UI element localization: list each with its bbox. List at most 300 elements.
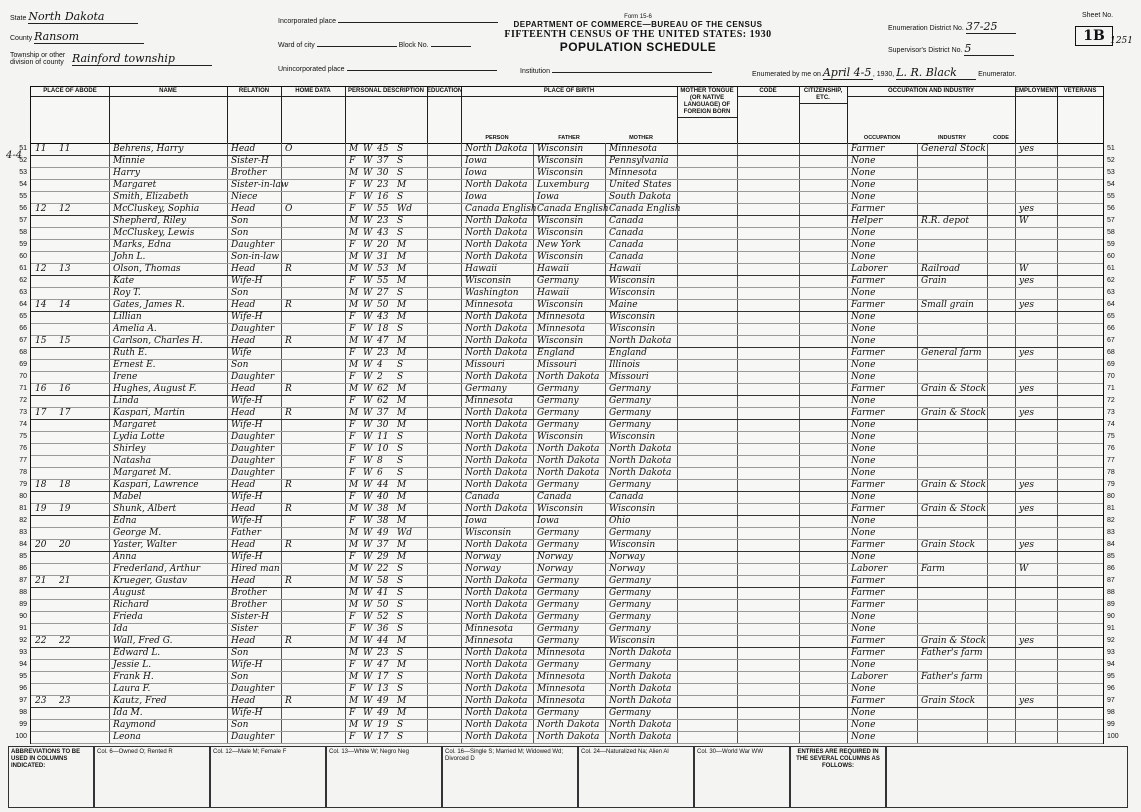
cell-fam (57, 395, 81, 407)
line-number-right: 58 (1107, 229, 1115, 236)
cell-sex: M (349, 648, 359, 658)
cell-rel: Wife (231, 348, 252, 358)
cell-fbp: Wisconsin (537, 168, 584, 178)
cell-own (283, 311, 299, 323)
cell-ind (919, 431, 987, 443)
cell-race: W (363, 660, 373, 670)
cell-name: Anna (113, 552, 137, 562)
col-employment: EMPLOYMENT (1015, 87, 1058, 143)
cell-fbp: England (537, 348, 575, 358)
cell-ind (919, 491, 987, 503)
cell-age: 17 (377, 732, 389, 742)
cell-fam (57, 251, 81, 263)
cell-occ: Farmer (851, 300, 885, 310)
cell-bp: Hawaii (465, 264, 498, 274)
cell-sex: F (349, 660, 356, 670)
cell-name: Lillian (113, 312, 142, 322)
cell-sex: F (349, 552, 356, 562)
cell-sex: M (349, 504, 359, 514)
cell-bp: Germany (465, 384, 507, 394)
cell-occ: None (851, 528, 876, 538)
cell-sex: M (349, 576, 359, 586)
line-number-right: 93 (1107, 649, 1115, 656)
cell-ind (919, 467, 987, 479)
cell-own (283, 215, 299, 227)
cell-ind (919, 191, 987, 203)
ed-field (888, 20, 1016, 34)
census-title-block (448, 14, 828, 54)
cell-fam (57, 215, 81, 227)
county-value: Ransom (34, 30, 144, 44)
line-number-right: 62 (1107, 277, 1115, 284)
cell-mar: M (397, 408, 407, 418)
line-number-right: 66 (1107, 325, 1115, 332)
cell-race: W (363, 672, 373, 682)
cell-dw (33, 623, 57, 635)
col-veterans: VETERANS (1057, 87, 1103, 143)
cell-age: 38 (377, 504, 389, 514)
line-number: 52 (19, 157, 27, 164)
line-number: 81 (19, 505, 27, 512)
line-number-right: 94 (1107, 661, 1115, 668)
cell-age: 19 (377, 720, 389, 730)
column-headers (31, 87, 1103, 144)
cell-race: W (363, 192, 373, 202)
cell-race: W (363, 336, 373, 346)
cell-age: 55 (377, 204, 389, 214)
population-table (15, 86, 1119, 744)
cell-emp (1017, 623, 1057, 635)
cell-name: Carlson, Charles H. (113, 336, 203, 346)
cell-fbp: North Dakota (537, 372, 600, 382)
line-number: 89 (19, 601, 27, 608)
cell-mbp: Norway (609, 552, 645, 562)
cell-age: 30 (377, 420, 389, 430)
cell-sex: F (349, 396, 356, 406)
cell-fam (57, 443, 81, 455)
cell-sex: F (349, 684, 356, 694)
cell-race: W (363, 696, 373, 706)
cell-sex: F (349, 372, 356, 382)
cell-emp (1017, 587, 1057, 599)
note-box-1 (94, 746, 210, 808)
cell-own (283, 167, 299, 179)
cell-fbp: Germany (537, 540, 579, 550)
note-box-6 (694, 746, 790, 808)
cell-dw (33, 671, 57, 683)
cell-own (283, 515, 299, 527)
cell-own (283, 683, 299, 695)
cell-name: John L. (113, 252, 146, 262)
line-number: 93 (19, 649, 27, 656)
line-number-right: 67 (1107, 337, 1115, 344)
cell-rel: Head (231, 576, 256, 586)
cell-occ: Farmer (851, 384, 885, 394)
enumerator-name: L. R. Black (896, 66, 976, 80)
cell-mar: M (397, 300, 407, 310)
cell-bp: Canada English (465, 204, 537, 214)
note-box-2 (210, 746, 326, 808)
cell-ind: Grain & Stock (921, 636, 986, 646)
cell-race: W (363, 492, 373, 502)
cell-fam: 16 (59, 384, 71, 394)
line-number-right: 71 (1107, 385, 1115, 392)
cell-age: 22 (377, 564, 389, 574)
line-number-right: 96 (1107, 685, 1115, 692)
cell-own (283, 587, 299, 599)
cell-race: W (363, 540, 373, 550)
sd-value: 5 (964, 42, 1014, 56)
cell-bp: North Dakota (465, 432, 528, 442)
cell-mar: M (397, 636, 407, 646)
cell-emp (1017, 227, 1057, 239)
cell-rel: Daughter (231, 240, 275, 250)
cell-bp: North Dakota (465, 324, 528, 334)
cell-emp: yes (1019, 300, 1035, 310)
cell-name: Kaspari, Martin (113, 408, 185, 418)
cell-ind: R.R. depot (921, 216, 970, 226)
cell-rel: Head (231, 336, 256, 346)
cell-dw (33, 647, 57, 659)
cell-ind (919, 335, 987, 347)
cell-own (283, 287, 299, 299)
abbrev-box (8, 746, 94, 808)
cell-emp: yes (1019, 204, 1035, 214)
cell-occ: None (851, 444, 876, 454)
cell-mbp: Germany (609, 528, 651, 538)
cell-occ: Farmer (851, 144, 885, 154)
cell-bp: Wisconsin (465, 528, 512, 538)
cell-mbp: North Dakota (609, 468, 672, 478)
cell-dw (33, 587, 57, 599)
col-education: EDUCATION (427, 87, 462, 143)
cell-sex: M (349, 264, 359, 274)
cell-occ: Farmer (851, 204, 885, 214)
cell-fam (57, 683, 81, 695)
cell-ind (919, 683, 987, 695)
cell-age: 37 (377, 156, 389, 166)
cell-mbp: Maine (609, 300, 638, 310)
cell-fam (57, 359, 81, 371)
cell-ind (919, 227, 987, 239)
cell-dw (33, 527, 57, 539)
cell-mar: S (397, 684, 404, 694)
line-number: 76 (19, 445, 27, 452)
cell-race: W (363, 456, 373, 466)
cell-mar: S (397, 600, 404, 610)
cell-name: Gates, James R. (113, 300, 185, 310)
cell-fbp: Minnesota (537, 312, 586, 322)
cell-mar: S (397, 720, 404, 730)
cell-own (283, 563, 299, 575)
cell-dw (33, 659, 57, 671)
cell-dw (33, 323, 57, 335)
cell-rel: Wife-H (231, 516, 263, 526)
township-value: Rainford township (72, 52, 212, 66)
cell-own: R (285, 336, 292, 346)
cell-fbp: North Dakota (537, 456, 600, 466)
cell-rel: Sister-in-law (231, 180, 289, 190)
cell-dw (33, 491, 57, 503)
cell-sex: M (349, 144, 359, 154)
line-number: 70 (19, 373, 27, 380)
cell-age: 45 (377, 144, 389, 154)
cell-bp: North Dakota (465, 468, 528, 478)
cell-mar: S (397, 432, 404, 442)
cell-name: Yaster, Walter (113, 540, 177, 550)
cell-name: Lydia Lotte (113, 432, 165, 442)
line-number: 77 (19, 457, 27, 464)
cell-dw (33, 611, 57, 623)
line-number-right: 87 (1107, 577, 1115, 584)
cell-bp: North Dakota (465, 708, 528, 718)
cell-mbp: Germany (609, 588, 651, 598)
cell-mar: S (397, 612, 404, 622)
cell-own (283, 395, 299, 407)
line-number-right: 68 (1107, 349, 1115, 356)
cell-race: W (363, 444, 373, 454)
cell-emp (1017, 155, 1057, 167)
state-value: North Dakota (28, 10, 138, 24)
entries-box (790, 746, 886, 808)
occupation-header: OCCUPATION (863, 135, 901, 141)
cell-emp (1017, 527, 1057, 539)
cell-sex: F (349, 732, 356, 742)
cell-sex: F (349, 204, 356, 214)
enumerator-label: Enumerator. (978, 71, 1017, 78)
col-relation: RELATION (227, 87, 282, 143)
birth-person-header: PERSON (485, 135, 509, 141)
cell-emp: yes (1019, 144, 1035, 154)
cell-age: 38 (377, 516, 389, 526)
cell-own (283, 239, 299, 251)
cell-occ: None (851, 456, 876, 466)
cell-rel: Daughter (231, 456, 275, 466)
cell-fam (57, 515, 81, 527)
cell-mbp: Canada (609, 252, 644, 262)
cell-mar: S (397, 468, 404, 478)
cell-occ: None (851, 492, 876, 502)
cell-emp (1017, 515, 1057, 527)
cell-dw (33, 275, 57, 287)
cell-emp: yes (1019, 276, 1035, 286)
enumerated-field: Enumerated by me on April 4-5 , 1930, L. R. Black Enumerator. (752, 66, 1017, 79)
cell-name: Hughes, August F. (113, 384, 197, 394)
cell-race: W (363, 360, 373, 370)
sheet-number: 1B (1075, 26, 1113, 46)
cell-fam: 13 (59, 264, 71, 274)
cell-bp: North Dakota (465, 372, 528, 382)
line-number: 95 (19, 673, 27, 680)
cell-mbp: Germany (609, 600, 651, 610)
cell-emp (1017, 167, 1057, 179)
cell-race: W (363, 144, 373, 154)
cell-mar: S (397, 588, 404, 598)
cell-emp (1017, 323, 1057, 335)
cell-dw: 15 (35, 336, 47, 346)
line-number: 56 (19, 205, 27, 212)
cell-fam: 20 (59, 540, 71, 550)
cell-rel: Son (231, 720, 249, 730)
footer-note: Col. 24—Naturalized Na; Alien Al (581, 749, 669, 755)
cell-occ: None (851, 240, 876, 250)
cell-emp (1017, 335, 1057, 347)
cell-occ: None (851, 312, 876, 322)
cell-rel: Sister-H (231, 156, 269, 166)
cell-ind (919, 455, 987, 467)
cell-fbp: Germany (537, 600, 579, 610)
cell-fbp: Germany (537, 384, 579, 394)
cell-age: 13 (377, 684, 389, 694)
cell-sex: M (349, 228, 359, 238)
cell-sex: M (349, 300, 359, 310)
cell-own (283, 611, 299, 623)
enumerated-label: Enumerated by me on (752, 71, 821, 78)
cell-dw: 17 (35, 408, 47, 418)
cell-mar: S (397, 228, 404, 238)
cell-mar: S (397, 672, 404, 682)
cell-fbp: Hawaii (537, 264, 570, 274)
cell-own (283, 443, 299, 455)
cell-name: August (113, 588, 146, 598)
cell-rel: Head (231, 204, 256, 214)
cell-race: W (363, 480, 373, 490)
cell-dw (33, 287, 57, 299)
stamp-number: 1251 (1110, 36, 1133, 46)
cell-sex: F (349, 444, 356, 454)
cell-mar: S (397, 168, 404, 178)
cell-dw (33, 419, 57, 431)
cell-own (283, 431, 299, 443)
cell-fam (57, 707, 81, 719)
cell-rel: Head (231, 144, 256, 154)
line-number: 85 (19, 553, 27, 560)
cell-dw (33, 551, 57, 563)
cell-sex: F (349, 708, 356, 718)
cell-sex: F (349, 312, 356, 322)
cell-fbp: Canada English (537, 204, 609, 214)
cell-sex: F (349, 156, 356, 166)
cell-fam (57, 227, 81, 239)
line-number-right: 63 (1107, 289, 1115, 296)
cell-name: Margaret (113, 180, 157, 190)
cell-rel: Head (231, 264, 256, 274)
cell-mar: M (397, 552, 407, 562)
cell-emp: yes (1019, 408, 1035, 418)
cell-fbp: North Dakota (537, 468, 600, 478)
cell-mbp: Hawaii (609, 264, 642, 274)
cell-fbp: Germany (537, 612, 579, 622)
cell-ind: Father's farm (921, 648, 983, 658)
industry-header: INDUSTRY (938, 135, 966, 141)
cell-rel: Daughter (231, 684, 275, 694)
cell-sex: F (349, 492, 356, 502)
note-box-4 (442, 746, 578, 808)
cell-rel: Wife-H (231, 312, 263, 322)
cell-race: W (363, 576, 373, 586)
line-number: 63 (19, 289, 27, 296)
cell-occ: None (851, 372, 876, 382)
line-number-right: 77 (1107, 457, 1115, 464)
cell-own: R (285, 504, 292, 514)
cell-occ: Farmer (851, 408, 885, 418)
line-number-right: 82 (1107, 517, 1115, 524)
cell-fam: 15 (59, 336, 71, 346)
footer-note: Col. 12—Male M; Female F (213, 749, 287, 755)
cell-occ: Farmer (851, 276, 885, 286)
sd-field (888, 42, 1014, 56)
cell-occ: Farmer (851, 540, 885, 550)
cell-fam (57, 275, 81, 287)
cell-fam (57, 647, 81, 659)
cell-fam: 21 (59, 576, 71, 586)
cell-occ: None (851, 684, 876, 694)
cell-emp (1017, 251, 1057, 263)
cell-mbp: Wisconsin (609, 504, 656, 514)
cell-race: W (363, 624, 373, 634)
cell-own: O (285, 204, 293, 214)
cell-name: Frederland, Arthur (113, 564, 201, 574)
cell-sex: F (349, 324, 356, 334)
line-number-right: 100 (1107, 733, 1119, 740)
cell-mbp: North Dakota (609, 732, 672, 742)
cell-mar: Wd (397, 528, 413, 538)
cell-emp (1017, 683, 1057, 695)
cell-age: 37 (377, 408, 389, 418)
cell-mar: M (397, 312, 407, 322)
cell-race: W (363, 708, 373, 718)
cell-fbp: Germany (537, 636, 579, 646)
cell-rel: Wife-H (231, 420, 263, 430)
cell-fam (57, 599, 81, 611)
cell-mbp: Missouri (609, 372, 649, 382)
cell-fbp: North Dakota (537, 444, 600, 454)
line-number-right: 81 (1107, 505, 1115, 512)
cell-name: Frank H. (113, 672, 154, 682)
cell-emp (1017, 731, 1057, 743)
line-number: 78 (19, 469, 27, 476)
cell-fbp: Minnesota (537, 324, 586, 334)
cell-mar: S (397, 360, 404, 370)
cell-race: W (363, 432, 373, 442)
cell-bp: North Dakota (465, 336, 528, 346)
cell-fam: 12 (59, 204, 71, 214)
cell-sex: M (349, 384, 359, 394)
cell-sex: M (349, 360, 359, 370)
cell-ind: Grain Stock (921, 696, 976, 706)
cell-age: 62 (377, 384, 389, 394)
cell-dw (33, 563, 57, 575)
cell-age: 23 (377, 180, 389, 190)
cell-emp (1017, 311, 1057, 323)
cell-mbp: Wisconsin (609, 324, 656, 334)
cell-fbp: Germany (537, 276, 579, 286)
line-number: 90 (19, 613, 27, 620)
cell-name: Ruth E. (113, 348, 148, 358)
cell-emp (1017, 719, 1057, 731)
cell-mar: M (397, 540, 407, 550)
cell-own: R (285, 540, 292, 550)
cell-ind (919, 419, 987, 431)
cell-own (283, 371, 299, 383)
cell-age: 16 (377, 192, 389, 202)
cell-fam (57, 347, 81, 359)
cell-mbp: Canada (609, 492, 644, 502)
cell-emp (1017, 359, 1057, 371)
cell-mar: M (397, 240, 407, 250)
footer-note: Col. 13—White W; Negro Neg (329, 749, 409, 755)
cell-race: W (363, 324, 373, 334)
